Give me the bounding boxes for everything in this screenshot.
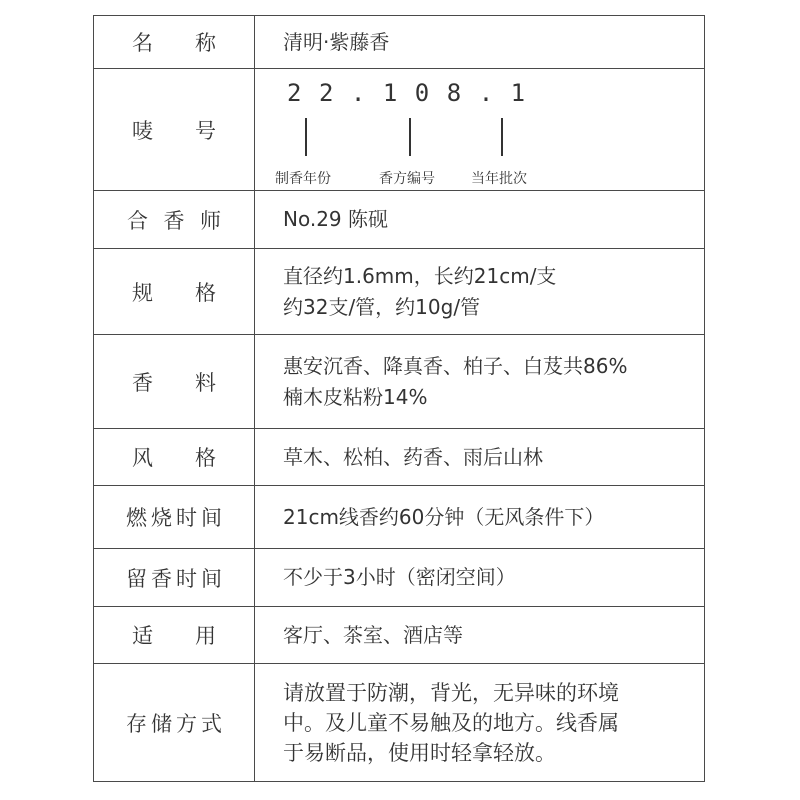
label-cell bbox=[94, 16, 255, 69]
row-storage bbox=[94, 664, 705, 782]
code-digits-text: 22.108.1 bbox=[287, 78, 543, 107]
code-diagram bbox=[275, 70, 704, 190]
value-cell bbox=[255, 486, 705, 549]
ingredients-line-2: 楠木皮粘粉14% bbox=[283, 384, 428, 409]
style-value: 草木、松柏、药香、雨后山林 bbox=[283, 444, 543, 469]
spec-label: 规格 bbox=[132, 280, 216, 305]
spec-line-1: 直径约1.6mm，长约21cm/支 bbox=[283, 263, 557, 288]
name-label: 名称 bbox=[132, 31, 216, 55]
row-linger bbox=[94, 549, 705, 607]
row-style bbox=[94, 429, 705, 486]
code-label: 唛号 bbox=[132, 118, 216, 143]
value-cell bbox=[255, 335, 705, 429]
burn-value: 21cm线香约60分钟（无风条件下） bbox=[283, 504, 605, 529]
storage-label: 存储方式 bbox=[126, 711, 222, 736]
name-value: 清明·紫藤香 bbox=[283, 29, 390, 54]
ingredients-line-1: 惠安沉香、降真香、柏子、白芨共86% bbox=[283, 353, 628, 378]
row-burn bbox=[94, 486, 705, 549]
label-cell bbox=[94, 191, 255, 249]
spec-table bbox=[93, 15, 705, 782]
value-cell bbox=[255, 69, 705, 191]
maker-label: 合香师 bbox=[127, 208, 221, 233]
row-ingredients bbox=[94, 335, 705, 429]
storage-line-3: 于易断品，使用时轻拿轻放。 bbox=[283, 740, 556, 765]
value-cell bbox=[255, 607, 705, 664]
linger-value: 不少于3小时（密闭空间） bbox=[283, 565, 516, 589]
linger-label: 留香时间 bbox=[126, 566, 222, 591]
tick-label-recipe: 香方编号 bbox=[379, 170, 435, 187]
value-cell bbox=[255, 549, 705, 607]
row-spec bbox=[94, 249, 705, 335]
storage-line-2: 中。及儿童不易触及的地方。线香属 bbox=[283, 710, 619, 735]
label-cell bbox=[94, 249, 255, 335]
row-maker bbox=[94, 191, 705, 249]
value-cell bbox=[255, 429, 705, 486]
usage-label: 适用 bbox=[132, 624, 216, 648]
row-name bbox=[94, 16, 705, 69]
value-cell bbox=[255, 191, 705, 249]
usage-value: 客厅、茶室、酒店等 bbox=[283, 622, 463, 647]
style-label: 风格 bbox=[132, 446, 216, 470]
ingredients-label: 香料 bbox=[132, 370, 216, 395]
row-usage bbox=[94, 607, 705, 664]
storage-line-1: 请放置于防潮，背光，无异味的环境 bbox=[283, 680, 619, 705]
tick-label-batch: 当年批次 bbox=[471, 170, 527, 187]
tick-line-batch bbox=[501, 118, 503, 156]
label-cell bbox=[94, 664, 255, 782]
label-cell bbox=[94, 429, 255, 486]
code-digits bbox=[287, 78, 543, 109]
burn-label: 燃烧时间 bbox=[126, 506, 222, 530]
maker-value: No.29 陈砚 bbox=[283, 207, 389, 231]
label-cell bbox=[94, 607, 255, 664]
spec-line-2: 约32支/管，约10g/管 bbox=[283, 294, 481, 319]
tick-label-year: 制香年份 bbox=[275, 170, 331, 187]
label-cell bbox=[94, 335, 255, 429]
value-cell bbox=[255, 249, 705, 335]
row-code bbox=[94, 69, 705, 191]
value-cell bbox=[255, 16, 705, 69]
value-cell bbox=[255, 664, 705, 782]
label-cell bbox=[94, 549, 255, 607]
label-cell bbox=[94, 69, 255, 191]
tick-line-recipe bbox=[409, 118, 411, 156]
tick-line-year bbox=[305, 118, 307, 156]
label-cell bbox=[94, 486, 255, 549]
